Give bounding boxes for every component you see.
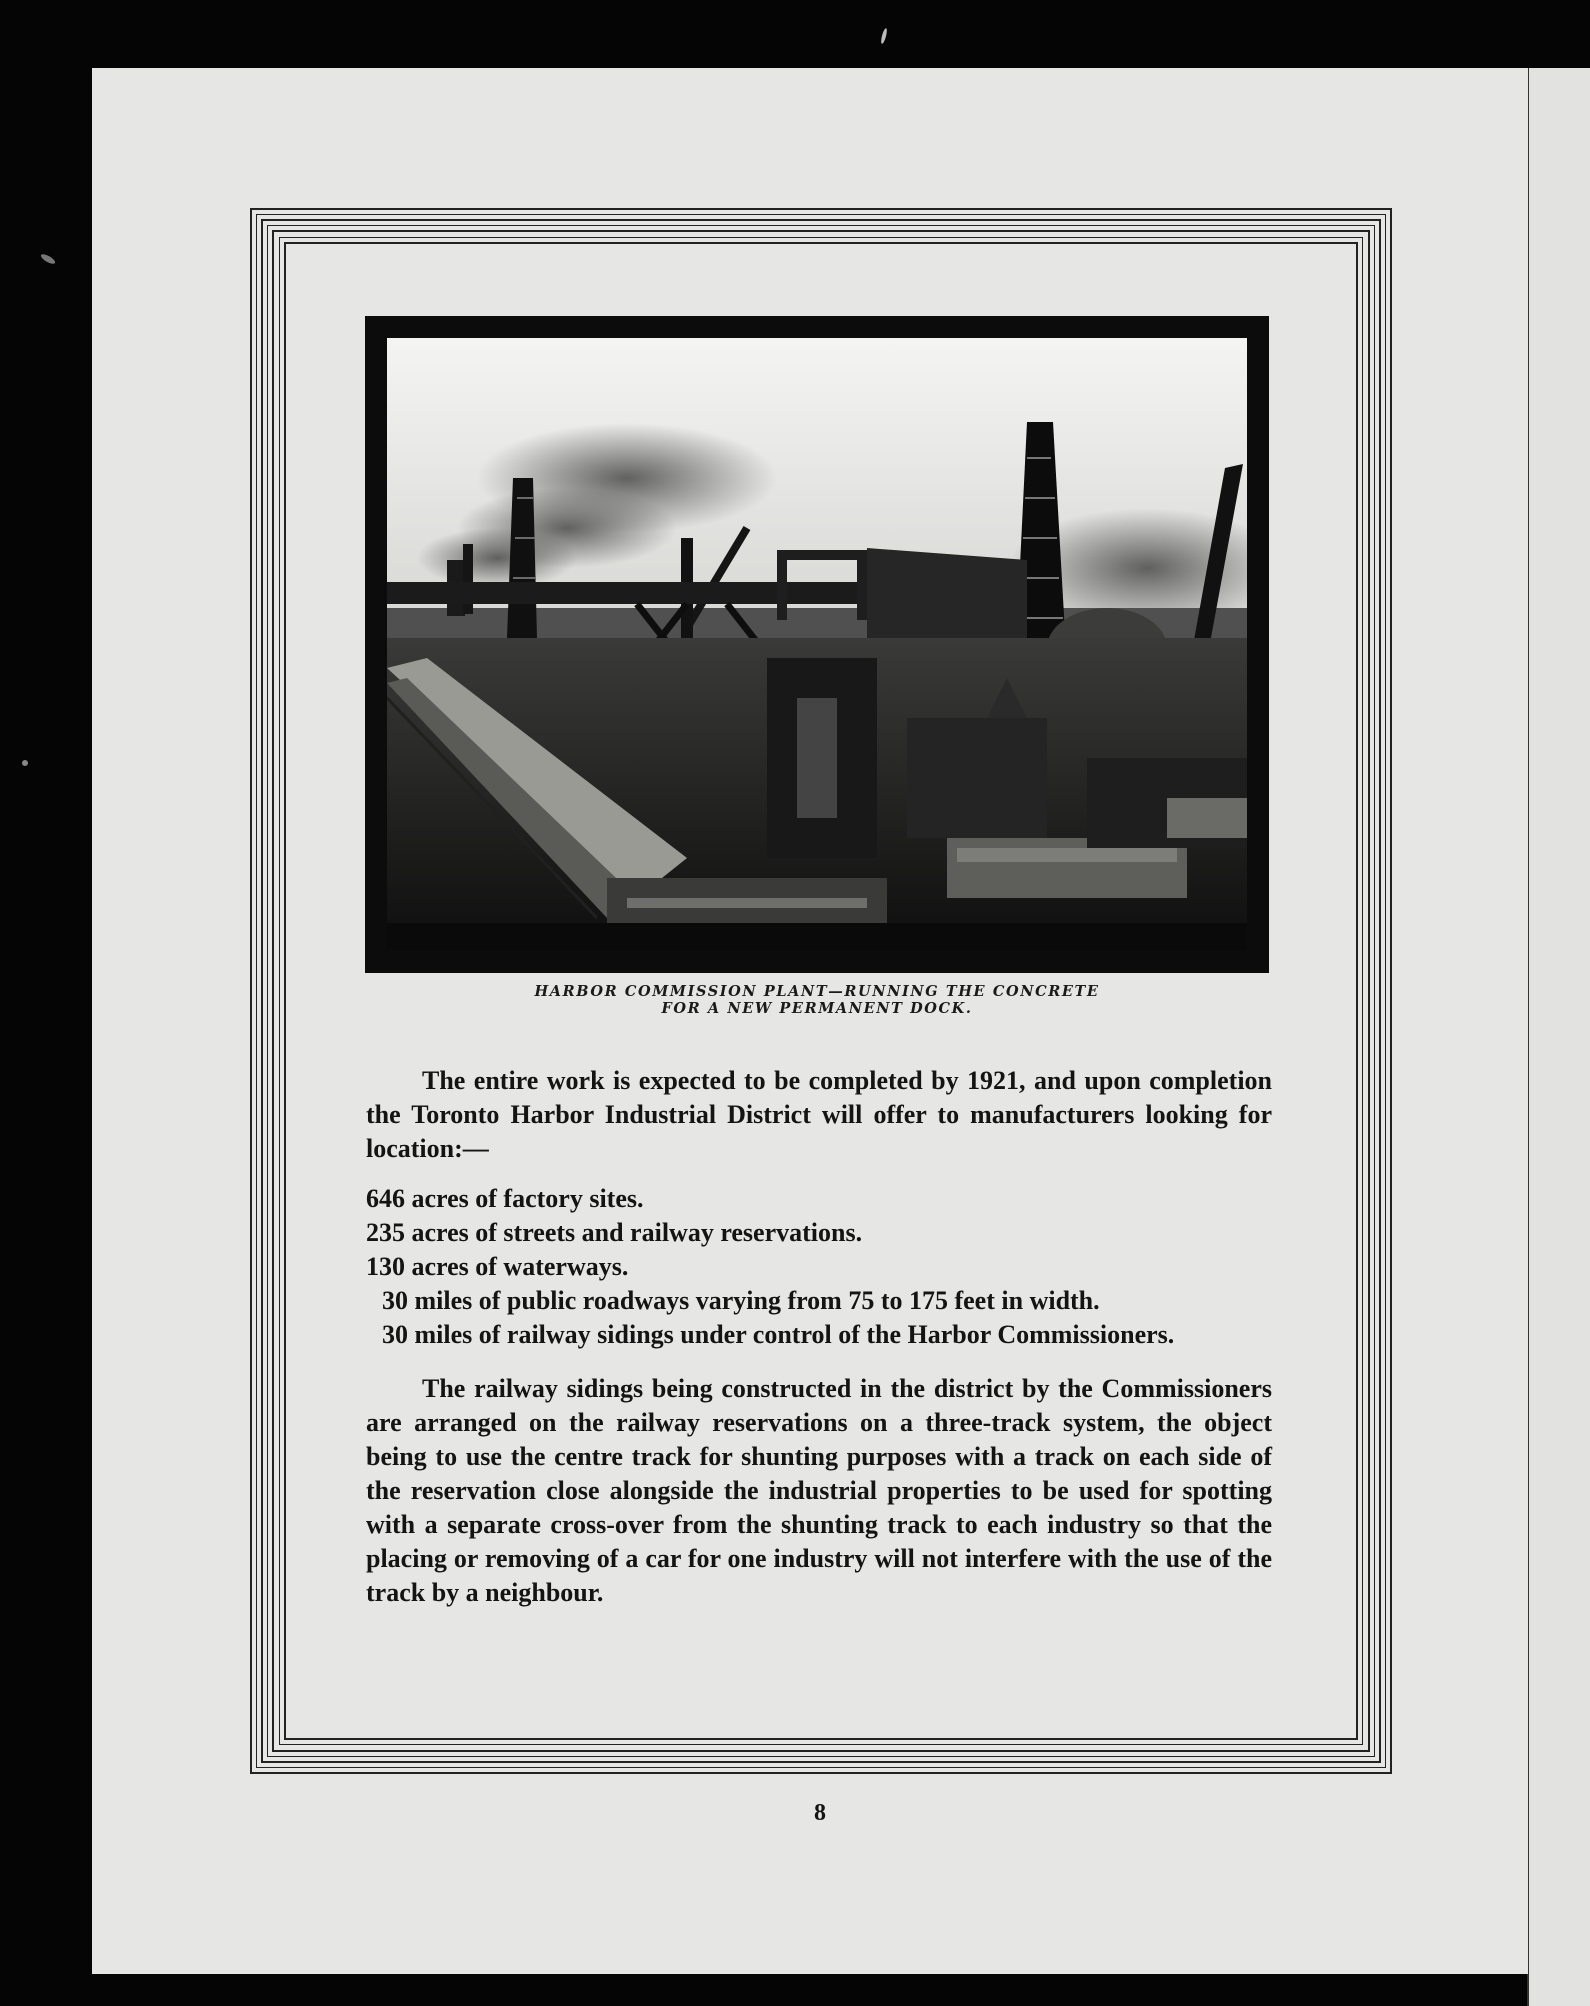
harbor-construction-photograph: [387, 338, 1247, 950]
list-item: 235 acres of streets and railway reservations.: [366, 1218, 863, 1247]
list-item: 30 miles of public roadways varying from 75 to 175 feet in width.: [382, 1286, 1100, 1315]
facilities-list: [366, 1182, 1272, 1352]
list-item: 646 acres of factory sites.: [366, 1184, 644, 1213]
scan-speck: [40, 252, 57, 265]
list-item: 30 miles of railway sidings under control of the Harbor Commissioners.: [382, 1320, 1175, 1349]
scan-speck: [22, 760, 28, 766]
railway-sidings-paragraph: The railway sidings being constructed in the district by the Commissioners are arranged on the railway reservations on a three-track system, the object being to use the centre track for shunting purposes with a track on each side of the reservation close alongside the industrial properties to be used for spotting with a separate cross-over from the shunting track to each industry so that the placing or removing of a car for one industry will not interfere with the use of the track by a neighbour.: [366, 1374, 1272, 1607]
adjacent-page-edge: [1527, 68, 1590, 2006]
caption-line-1: HARBOR COMMISSION PLANT—RUNNING THE CONCRETE: [534, 983, 1100, 1000]
scan-speck: [880, 28, 888, 44]
intro-paragraph: The entire work is expected to be completed by 1921, and upon completion the Toronto Harbor Industrial District will offer to manufacturers looking for location:—: [366, 1066, 1272, 1163]
page-number: 8: [814, 1800, 826, 1826]
caption-line-2: FOR A NEW PERMANENT DOCK.: [661, 1000, 973, 1017]
photograph-frame: [365, 316, 1269, 973]
photo-caption: [365, 983, 1269, 1017]
list-item: 130 acres of waterways.: [366, 1252, 629, 1281]
